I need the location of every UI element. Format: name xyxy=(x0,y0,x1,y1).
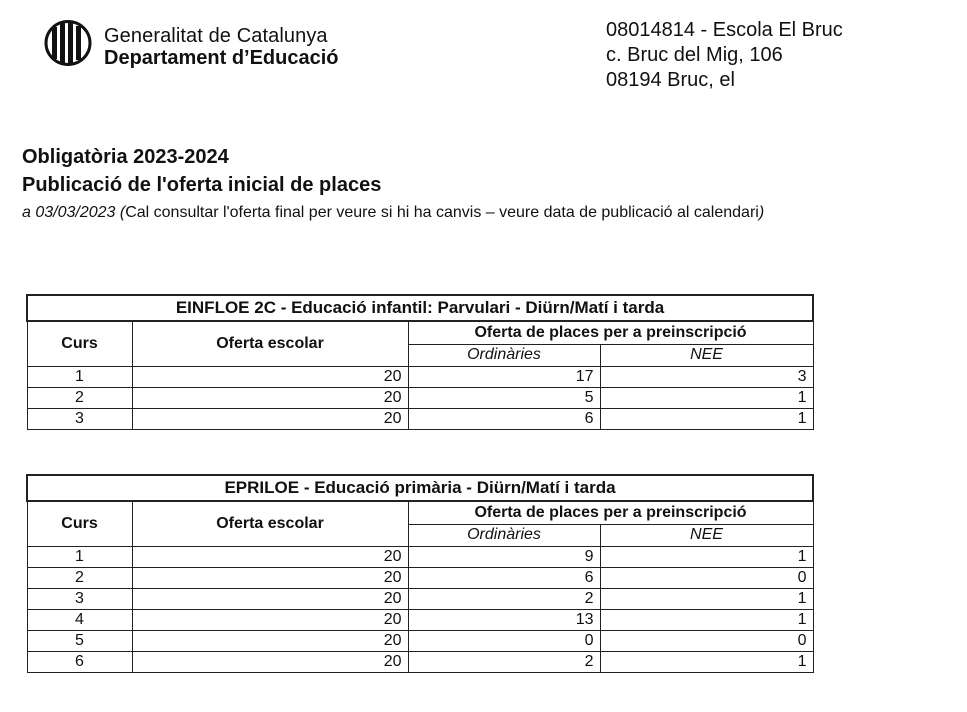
column-header-places: Oferta de places per a preinscripció xyxy=(408,501,813,524)
school-line-3: 08194 Bruc, el xyxy=(606,69,735,91)
table-row xyxy=(27,547,813,568)
cell-oferta: 20 xyxy=(132,589,408,610)
column-header-curs: Curs xyxy=(27,501,132,547)
cell-curs: 2 xyxy=(27,568,132,589)
cell-nee: 1 xyxy=(600,547,813,568)
table-row xyxy=(27,610,813,631)
cell-curs: 4 xyxy=(27,610,132,631)
table-row xyxy=(27,631,813,652)
cell-curs: 3 xyxy=(27,409,132,430)
cell-ordinaries: 13 xyxy=(408,610,600,631)
cell-oferta: 20 xyxy=(132,547,408,568)
cell-oferta: 20 xyxy=(132,631,408,652)
cell-ordinaries: 0 xyxy=(408,631,600,652)
cell-ordinaries: 6 xyxy=(408,409,600,430)
cell-nee: 0 xyxy=(600,631,813,652)
table-title: EINFLOE 2C - Educació infantil: Parvulari - Diürn/Matí i tarda xyxy=(27,295,813,321)
cell-nee: 1 xyxy=(600,409,813,430)
page-title: Obligatòria 2023-2024 xyxy=(22,146,229,168)
column-header-oferta: Oferta escolar xyxy=(132,321,408,367)
table-row xyxy=(27,367,813,388)
offer-table-infantil xyxy=(26,294,814,430)
cell-oferta: 20 xyxy=(132,610,408,631)
school-line-2: c. Bruc del Mig, 106 xyxy=(606,44,783,66)
cell-oferta: 20 xyxy=(132,367,408,388)
cell-nee: 1 xyxy=(600,652,813,673)
publication-note xyxy=(22,201,764,225)
cell-curs: 6 xyxy=(27,652,132,673)
table-title: EPRILOE - Educació primària - Diürn/Matí i tarda xyxy=(27,475,813,501)
cell-nee: 1 xyxy=(600,610,813,631)
cell-nee: 1 xyxy=(600,589,813,610)
cell-nee: 1 xyxy=(600,388,813,409)
cell-nee: 3 xyxy=(600,367,813,388)
cell-curs: 2 xyxy=(27,388,132,409)
publication-date: a 03/03/2023 ( xyxy=(22,204,126,221)
subheader-nee: NEE xyxy=(600,524,813,546)
cell-nee: 0 xyxy=(600,568,813,589)
cell-curs: 5 xyxy=(27,631,132,652)
cell-ordinaries: 9 xyxy=(408,547,600,568)
organization-name xyxy=(104,25,339,69)
document-titles xyxy=(22,143,764,225)
cell-ordinaries: 17 xyxy=(408,367,600,388)
cell-curs: 3 xyxy=(27,589,132,610)
cell-ordinaries: 6 xyxy=(408,568,600,589)
offer-table-primaria xyxy=(26,474,814,673)
subheader-nee: NEE xyxy=(600,344,813,366)
generalitat-logo-icon xyxy=(44,20,92,66)
school-address xyxy=(606,18,843,93)
column-header-curs: Curs xyxy=(27,321,132,367)
cell-oferta: 20 xyxy=(132,568,408,589)
table-row xyxy=(27,652,813,673)
column-header-oferta: Oferta escolar xyxy=(132,501,408,547)
publication-note-text: Cal consultar l'oferta final per veure si hi ha canvis – veure data de publicació al calendari xyxy=(125,204,759,221)
cell-oferta: 20 xyxy=(132,409,408,430)
page-subtitle: Publicació de l'oferta inicial de places xyxy=(22,174,382,196)
cell-curs: 1 xyxy=(27,367,132,388)
table-row xyxy=(27,568,813,589)
table-row xyxy=(27,409,813,430)
column-header-places: Oferta de places per a preinscripció xyxy=(408,321,813,344)
school-line-1: 08014814 - Escola El Bruc xyxy=(606,19,843,41)
org-line-1: Generalitat de Catalunya xyxy=(104,25,328,47)
publication-note-close: ) xyxy=(758,204,765,221)
cell-oferta: 20 xyxy=(132,388,408,409)
cell-ordinaries: 5 xyxy=(408,388,600,409)
subheader-ordinaries: Ordinàries xyxy=(408,524,600,546)
cell-oferta: 20 xyxy=(132,652,408,673)
table-row xyxy=(27,388,813,409)
cell-ordinaries: 2 xyxy=(408,589,600,610)
cell-ordinaries: 2 xyxy=(408,652,600,673)
cell-curs: 1 xyxy=(27,547,132,568)
table-row xyxy=(27,589,813,610)
org-line-2: Departament d’Educació xyxy=(104,47,339,69)
subheader-ordinaries: Ordinàries xyxy=(408,344,600,366)
